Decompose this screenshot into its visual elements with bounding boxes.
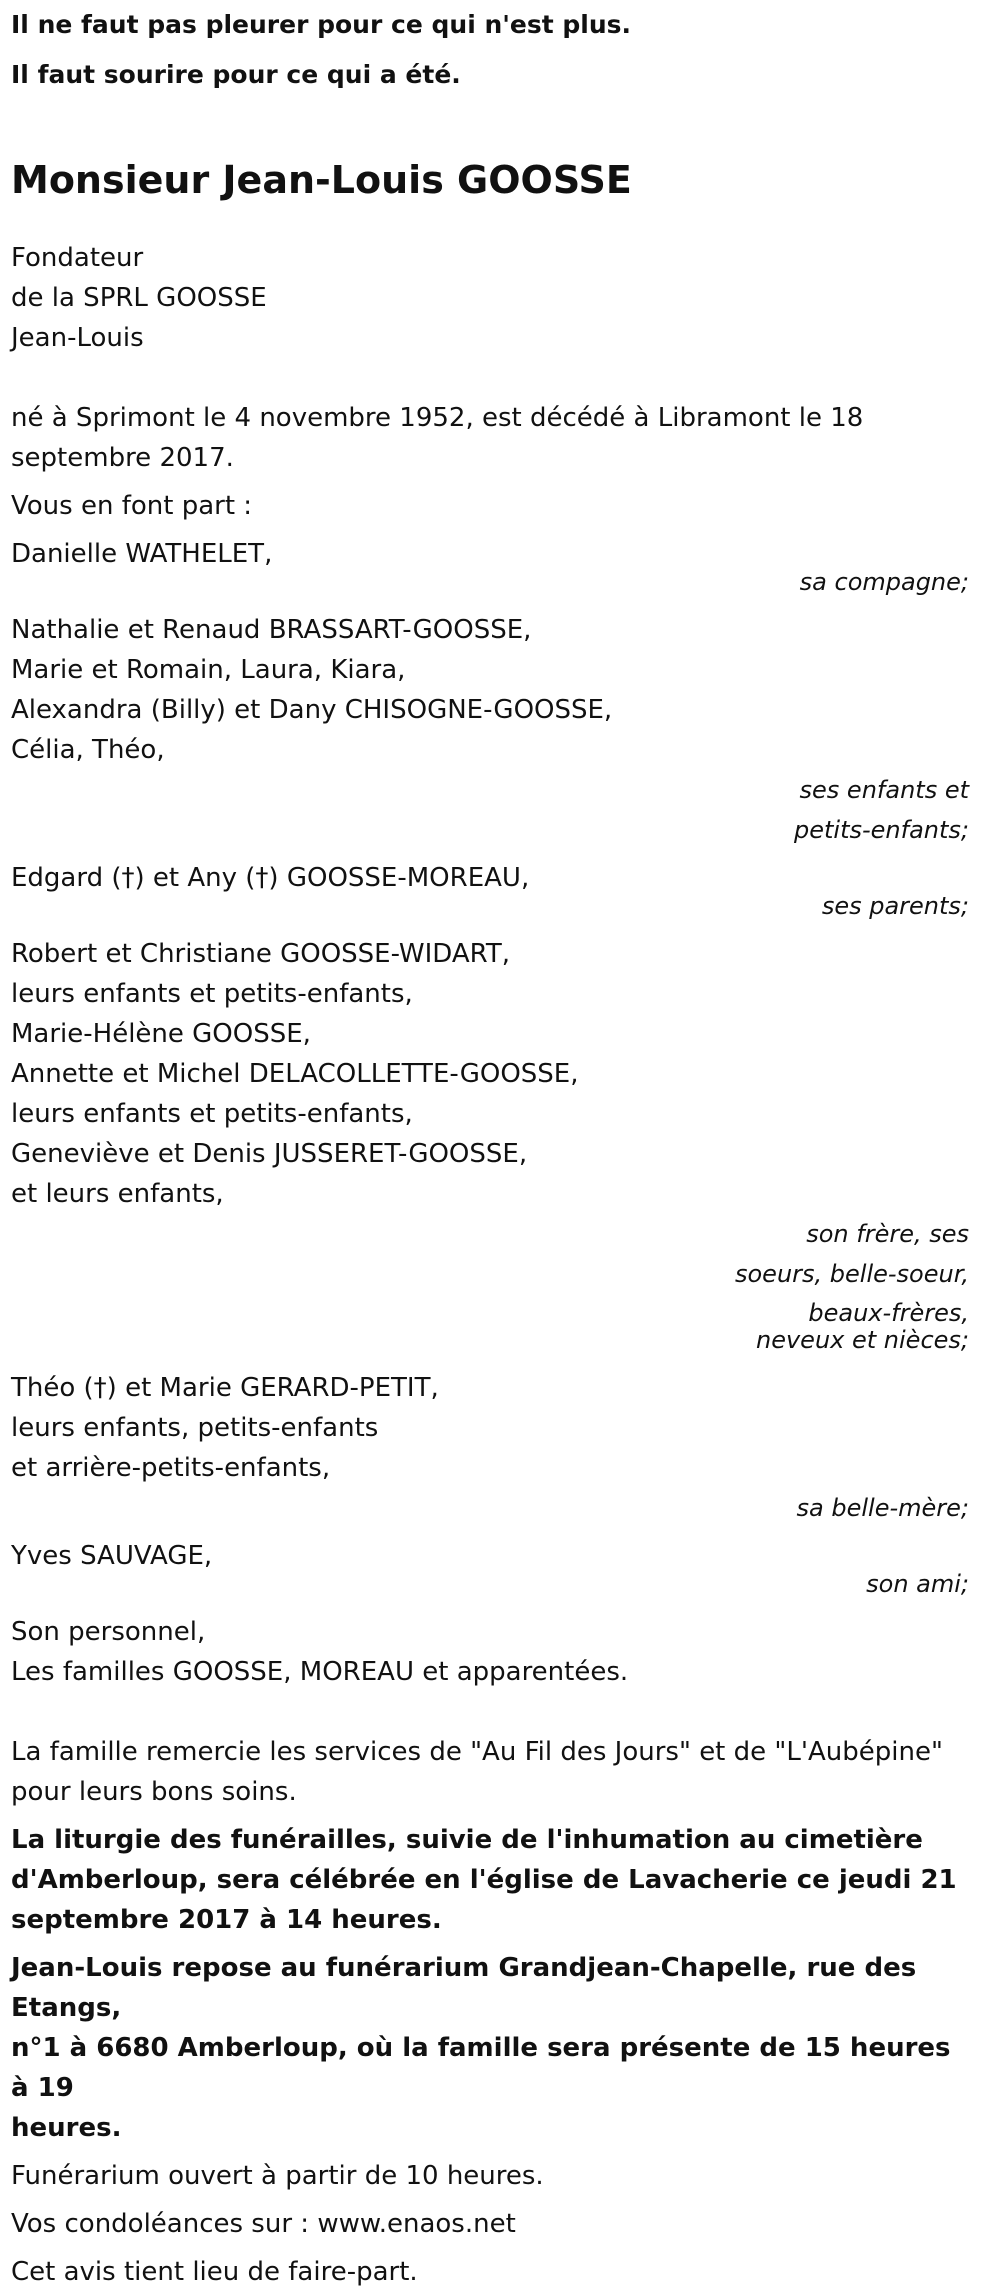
title-block — [11, 238, 969, 358]
family-member: Marie-Hélène GOOSSE, — [11, 1019, 311, 1049]
family-member: Les familles GOOSSE, MOREAU et apparentées. — [11, 1657, 629, 1687]
relation-children — [11, 770, 969, 850]
title-line: de la SPRL GOOSSE — [11, 283, 267, 313]
funerarium-line: n°1 à 6680 Amberloup, où la famille sera présente de 15 heures à 19 — [11, 2033, 951, 2103]
relation-label: neveux et nièces; — [756, 1326, 969, 1354]
family-member: Edgard (†) et Any (†) GOOSSE-MOREAU, — [11, 863, 530, 893]
thanks-line: pour leurs bons soins. — [11, 1777, 297, 1807]
relation-label: sa belle-mère; — [796, 1494, 969, 1522]
family-member: Célia, Théo, — [11, 735, 165, 765]
funerarium-opening: Funérarium ouvert à partir de 10 heures. — [11, 2161, 544, 2191]
family-member: Annette et Michel DELACOLLETTE-GOOSSE, — [11, 1059, 579, 1089]
family-member: Geneviève et Denis JUSSERET-GOOSSE, — [11, 1139, 528, 1169]
notice-line: Cet avis tient lieu de faire-part. — [11, 2257, 418, 2287]
announce-intro: Vous en font part : — [11, 491, 253, 521]
quote-line-2: Il faut sourire pour ce qui a été. — [11, 60, 461, 89]
thanks-line: La famille remercie les services de "Au Fil des Jours" et de "L'Aubépine" — [11, 1737, 943, 1767]
family-member: Yves SAUVAGE, — [11, 1541, 213, 1571]
thanks-paragraph — [11, 1732, 969, 1812]
relation-label: ses parents; — [821, 892, 969, 920]
family-member: Son personnel, — [11, 1617, 206, 1647]
family-member: leurs enfants, petits-enfants — [11, 1413, 379, 1443]
deceased-name: Monsieur Jean-Louis GOOSSE — [11, 158, 632, 202]
relation-inlaws — [11, 1488, 969, 1528]
liturgy-line: septembre 2017 à 14 heures. — [11, 1905, 442, 1935]
liturgy-line: La liturgie des funérailles, suivie de l'inhumation au cimetière — [11, 1825, 923, 1855]
family-member: Danielle WATHELET, — [11, 539, 273, 569]
family-inlaws — [11, 1368, 969, 1488]
title-line: Jean-Louis — [11, 323, 144, 353]
family-children — [11, 610, 969, 770]
relation-label: soeurs, belle-soeur, — [734, 1260, 969, 1288]
funerarium-line: heures. — [11, 2113, 122, 2143]
relation-label: son ami; — [866, 1570, 969, 1598]
birth-death-line: septembre 2017. — [11, 443, 234, 473]
relation-siblings — [11, 1214, 969, 1354]
birth-death-line: né à Sprimont le 4 novembre 1952, est décédé à Libramont le 18 — [11, 403, 864, 433]
birth-death-block — [11, 398, 969, 478]
relation-label: petits-enfants; — [794, 816, 969, 844]
family-member: et leurs enfants, — [11, 1179, 224, 1209]
liturgy-line: d'Amberloup, sera célébrée en l'église de Lavacherie ce jeudi 21 — [11, 1865, 957, 1895]
family-member: Marie et Romain, Laura, Kiara, — [11, 655, 406, 685]
relation-label: ses enfants et — [799, 776, 969, 804]
family-siblings — [11, 934, 969, 1214]
family-member: Théo (†) et Marie GERARD-PETIT, — [11, 1373, 439, 1403]
family-member: leurs enfants et petits-enfants, — [11, 1099, 413, 1129]
family-member: Nathalie et Renaud BRASSART-GOOSSE, — [11, 615, 532, 645]
liturgy-paragraph — [11, 1820, 969, 1940]
relation-label: son frère, ses — [806, 1220, 969, 1248]
relation-label: sa compagne; — [799, 568, 969, 596]
condolences-line: Vos condoléances sur : www.enaos.net — [11, 2209, 516, 2239]
family-member: Robert et Christiane GOOSSE-WIDART, — [11, 939, 510, 969]
funerarium-paragraph — [11, 1948, 969, 2148]
relation-label: beaux-frères, — [808, 1299, 969, 1327]
family-member: Alexandra (Billy) et Dany CHISOGNE-GOOSSE, — [11, 695, 613, 725]
funerarium-line: Jean-Louis repose au funérarium Grandjean-Chapelle, rue des Etangs, — [11, 1953, 917, 2023]
title-line: Fondateur — [11, 243, 144, 273]
family-member: et arrière-petits-enfants, — [11, 1453, 331, 1483]
family-others — [11, 1612, 969, 1692]
family-member: leurs enfants et petits-enfants, — [11, 979, 413, 1009]
quote-line-1: Il ne faut pas pleurer pour ce qui n'est plus. — [11, 10, 632, 39]
